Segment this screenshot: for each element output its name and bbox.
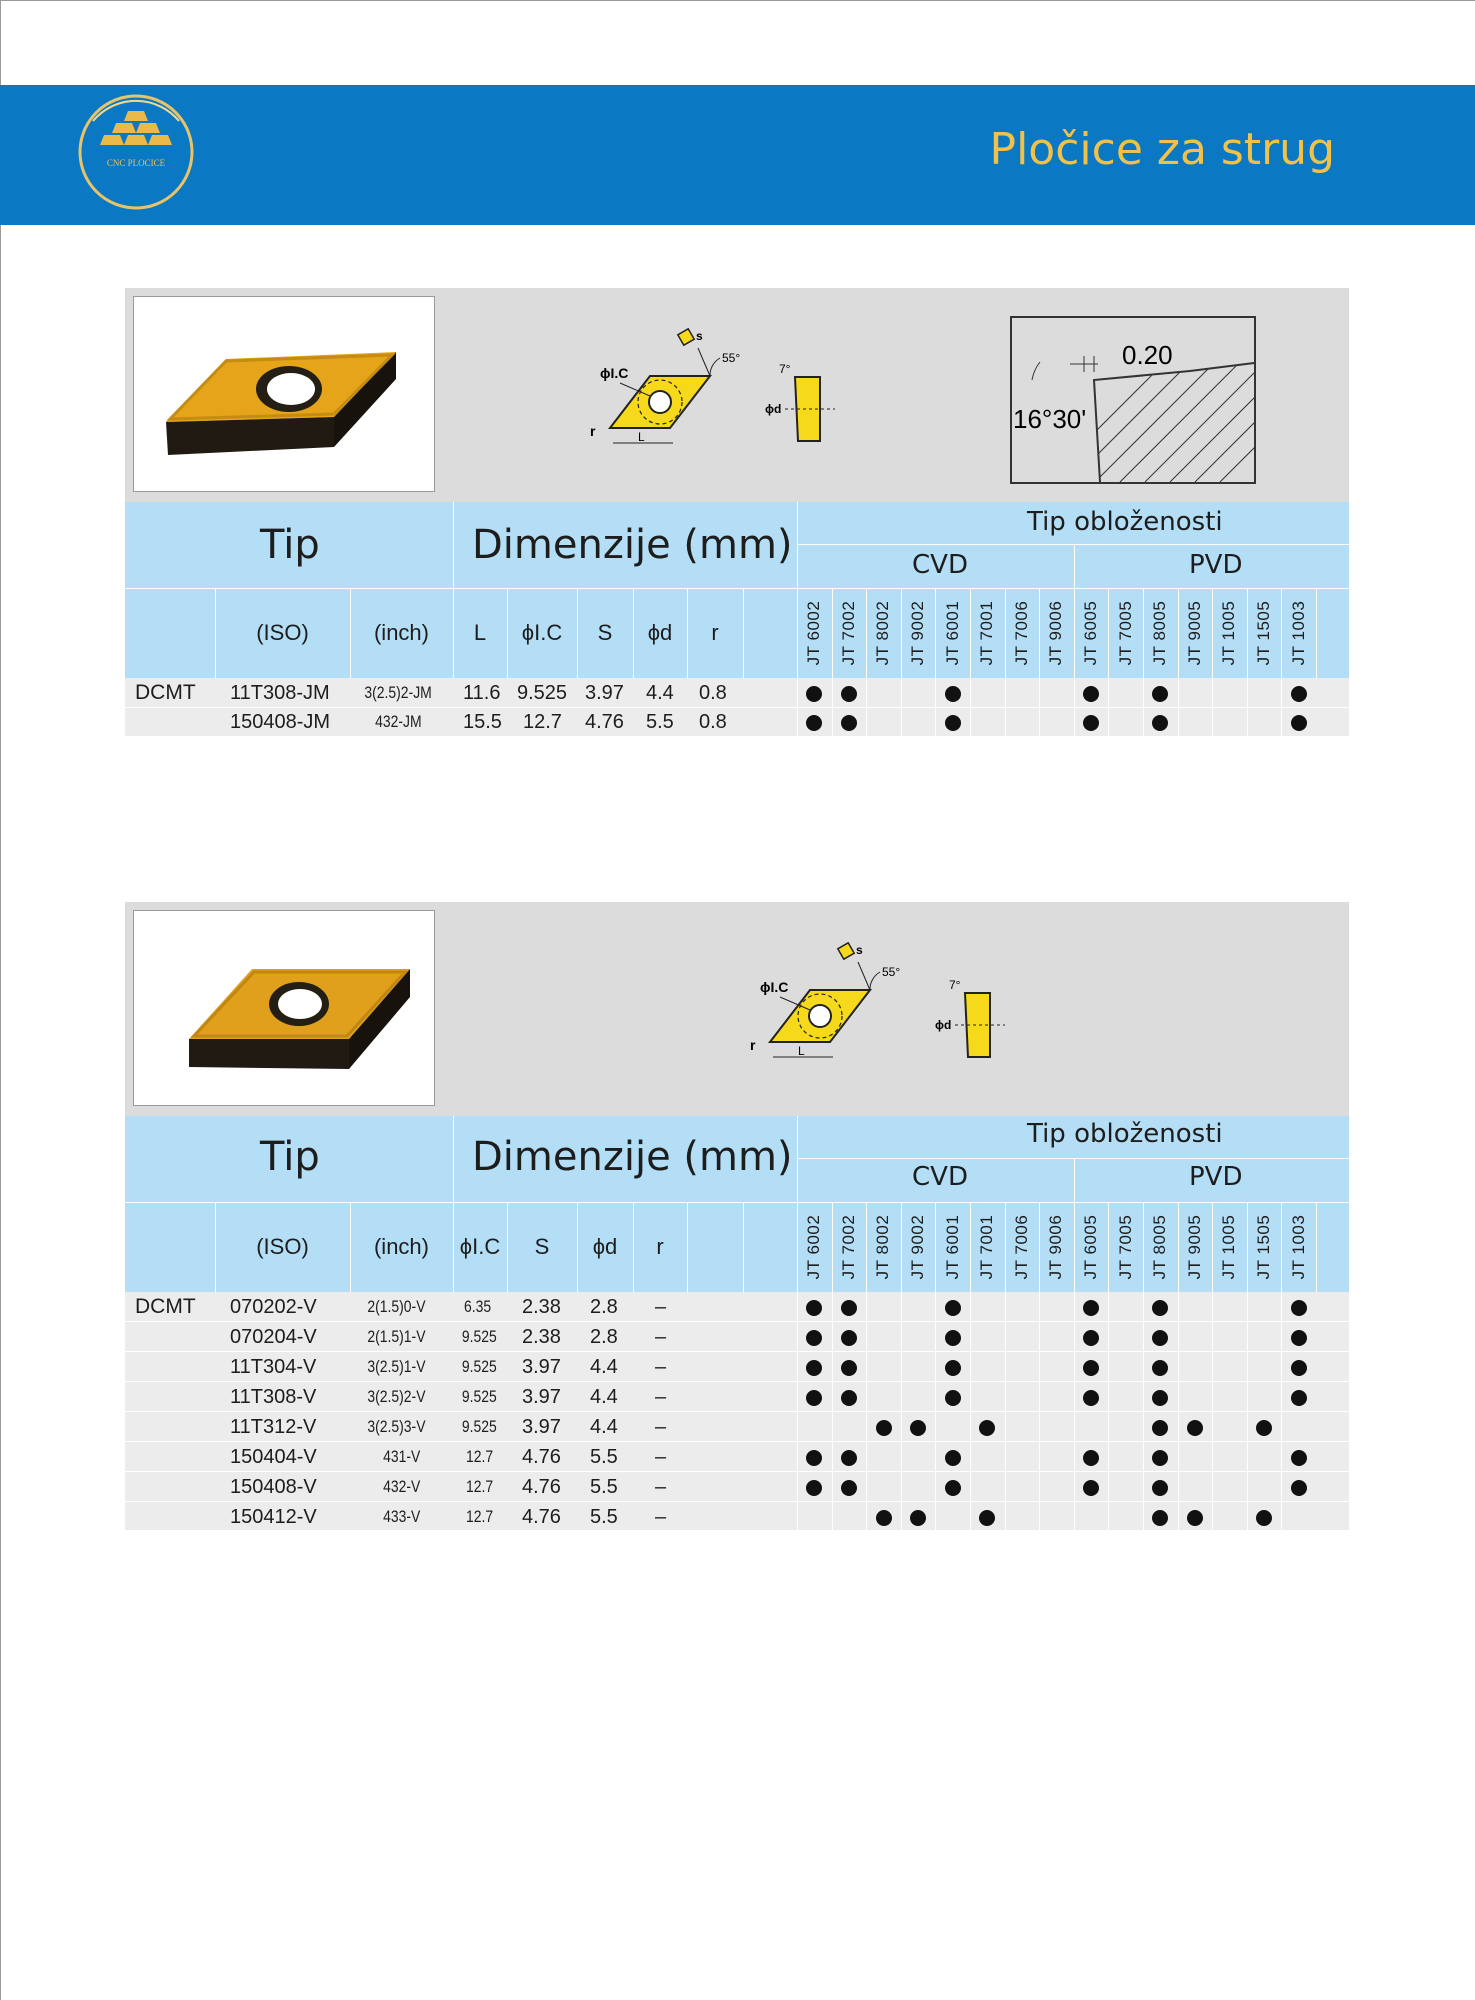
grade-column-header: JT 8005 bbox=[1150, 1214, 1170, 1280]
cvd-header: CVD bbox=[912, 1162, 968, 1192]
inch-column-header: (inch) bbox=[373, 1234, 429, 1259]
grade-column-header: JT 6001 bbox=[942, 1214, 962, 1280]
grade-column-header: JT 7006 bbox=[1011, 600, 1031, 666]
d-value: 2.8 bbox=[590, 1296, 618, 1318]
table-row bbox=[125, 1352, 1349, 1382]
page-title: Pločice za strug bbox=[989, 124, 1335, 175]
grade-column-header: JT 6005 bbox=[1081, 600, 1101, 666]
s-value: 2.38 bbox=[522, 1296, 561, 1318]
svg-text:L: L bbox=[798, 1044, 805, 1058]
grade-availability-dot bbox=[1152, 1510, 1168, 1526]
grade-availability-dot bbox=[841, 1480, 857, 1496]
grade-availability-dot bbox=[945, 1480, 961, 1496]
svg-text:ϕd: ϕd bbox=[935, 1018, 952, 1032]
grade-availability-dot bbox=[910, 1510, 926, 1526]
grade-availability-dot bbox=[876, 1420, 892, 1436]
dimensions-header: Dimenzije (mm) bbox=[472, 522, 793, 568]
iso-column-header: (ISO) bbox=[256, 1234, 309, 1259]
table-body-2 bbox=[125, 1292, 1349, 1530]
insert-geometry-diagram-1 bbox=[580, 328, 780, 448]
grade-column-header: JT 7002 bbox=[838, 1214, 858, 1280]
grade-availability-dot bbox=[841, 1360, 857, 1376]
r-value: – bbox=[655, 1326, 667, 1348]
grade-column-header: JT 1505 bbox=[1254, 1214, 1274, 1280]
product-photo-2 bbox=[133, 910, 435, 1106]
inch-code: 432-V bbox=[383, 1477, 421, 1496]
grade-availability-dot bbox=[806, 1480, 822, 1496]
d-value: 5.5 bbox=[646, 711, 674, 733]
svg-text:CNC PLOCICE: CNC PLOCICE bbox=[106, 158, 166, 168]
table-row bbox=[125, 1442, 1349, 1472]
dimensions-header: Dimenzije (mm) bbox=[472, 1134, 793, 1180]
ic-value: 12.7 bbox=[465, 1507, 494, 1526]
tip-header: Tip bbox=[260, 522, 320, 568]
r-value: – bbox=[655, 1506, 667, 1528]
pvd-header: PVD bbox=[1189, 1162, 1243, 1192]
d-value: 5.5 bbox=[590, 1446, 618, 1468]
insert-side-view-diagram-2 bbox=[935, 979, 1025, 1069]
insert-photo-image bbox=[134, 297, 434, 491]
iso-code: 070204-V bbox=[230, 1326, 317, 1348]
grade-column-header: JT 6005 bbox=[1081, 1214, 1101, 1280]
s-value: 2.38 bbox=[522, 1326, 561, 1348]
s-value: 3.97 bbox=[585, 682, 624, 704]
grade-availability-dot bbox=[806, 715, 822, 731]
svg-text:7°: 7° bbox=[949, 979, 961, 992]
company-logo bbox=[75, 91, 197, 213]
svg-text:r: r bbox=[750, 1037, 756, 1053]
grade-column-header: JT 7001 bbox=[977, 600, 997, 666]
s-value: 3.97 bbox=[522, 1386, 561, 1408]
grade-column-header: JT 1505 bbox=[1254, 600, 1274, 666]
s-value: 4.76 bbox=[522, 1446, 561, 1468]
grade-column-header: JT 9006 bbox=[1046, 600, 1066, 666]
grade-availability-dot bbox=[1256, 1510, 1272, 1526]
inch-code: 432-JM bbox=[375, 712, 422, 731]
svg-text:16°30': 16°30' bbox=[1013, 404, 1087, 434]
product-family: DCMT bbox=[135, 1295, 196, 1318]
grade-column-header: JT 1005 bbox=[1219, 600, 1239, 666]
grade-column-header: JT 9005 bbox=[1184, 600, 1204, 666]
s-column-header: S bbox=[534, 1234, 550, 1259]
coating-header: Tip obloženosti bbox=[1027, 507, 1223, 537]
svg-text:0.20: 0.20 bbox=[1122, 340, 1173, 370]
grade-availability-dot bbox=[945, 1450, 961, 1466]
grade-column-header: JT 7006 bbox=[1011, 1214, 1031, 1280]
length-value: 11.6 bbox=[463, 682, 501, 704]
l-column-header: L bbox=[473, 620, 487, 645]
iso-code: 11T312-V bbox=[230, 1416, 317, 1438]
table-body-1 bbox=[125, 678, 1349, 736]
inch-code: 3(2.5)1-V bbox=[367, 1357, 426, 1376]
ic-column-header: ϕI.C bbox=[521, 620, 563, 645]
r-column-header: r bbox=[656, 1234, 664, 1259]
svg-text:s: s bbox=[696, 329, 703, 343]
grade-column-header: JT 1003 bbox=[1288, 1214, 1308, 1280]
s-value: 3.97 bbox=[522, 1356, 561, 1378]
grade-availability-dot bbox=[1083, 1390, 1099, 1406]
grade-availability-dot bbox=[1152, 1420, 1168, 1436]
ic-value: 6.35 bbox=[463, 1297, 492, 1316]
product-table-1 bbox=[125, 502, 1349, 736]
grade-column-header: JT 7001 bbox=[977, 1214, 997, 1280]
grade-availability-dot bbox=[1152, 1330, 1168, 1346]
iso-code: 11T304-V bbox=[230, 1356, 317, 1378]
product-photo-1 bbox=[133, 296, 435, 492]
grade-availability-dot bbox=[1083, 1300, 1099, 1316]
r-value: – bbox=[655, 1296, 667, 1318]
grade-availability-dot bbox=[1291, 1300, 1307, 1316]
grade-availability-dot bbox=[1152, 1450, 1168, 1466]
grade-availability-dot bbox=[1291, 1330, 1307, 1346]
table-row bbox=[125, 1472, 1349, 1502]
grade-availability-dot bbox=[876, 1510, 892, 1526]
grade-availability-dot bbox=[945, 1330, 961, 1346]
grade-availability-dot bbox=[841, 1300, 857, 1316]
svg-text:7°: 7° bbox=[779, 363, 791, 376]
cvd-header: CVD bbox=[912, 550, 968, 580]
svg-text:ϕI.C: ϕI.C bbox=[600, 365, 629, 381]
grade-column-header: JT 7005 bbox=[1115, 1214, 1135, 1280]
grade-availability-dot bbox=[979, 1420, 995, 1436]
d-value: 5.5 bbox=[590, 1476, 618, 1498]
r-value: – bbox=[655, 1356, 667, 1378]
grade-column-header: JT 6002 bbox=[804, 600, 824, 666]
inch-code: 3(2.5)2-V bbox=[367, 1387, 426, 1406]
grade-availability-dot bbox=[1152, 686, 1168, 702]
grade-availability-dot bbox=[1187, 1420, 1203, 1436]
ic-value: 12.7 bbox=[465, 1447, 494, 1466]
ic-value: 9.525 bbox=[461, 1417, 497, 1436]
tip-header: Tip bbox=[260, 1134, 320, 1180]
grade-availability-dot bbox=[1152, 715, 1168, 731]
ic-value: 12.7 bbox=[465, 1477, 494, 1496]
inch-code: 3(2.5)2-JM bbox=[364, 683, 432, 702]
grade-column-header: JT 7005 bbox=[1115, 600, 1135, 666]
iso-code: 11T308-V bbox=[230, 1386, 317, 1408]
grade-availability-dot bbox=[1256, 1420, 1272, 1436]
insert-geometry-diagram-2 bbox=[740, 942, 940, 1062]
grade-availability-dot bbox=[910, 1420, 926, 1436]
ic-value: 9.525 bbox=[461, 1327, 497, 1346]
grade-availability-dot bbox=[1083, 1480, 1099, 1496]
svg-text:s: s bbox=[856, 943, 863, 957]
pvd-header: PVD bbox=[1189, 550, 1243, 580]
grade-availability-dot bbox=[841, 686, 857, 702]
grade-availability-dot bbox=[806, 1450, 822, 1466]
table-row bbox=[125, 1322, 1349, 1352]
r-value: – bbox=[655, 1446, 667, 1468]
grade-column-header: JT 6002 bbox=[804, 1214, 824, 1280]
grade-column-header: JT 7002 bbox=[838, 600, 858, 666]
ic-value: 9.525 bbox=[461, 1357, 497, 1376]
svg-text:ϕI.C: ϕI.C bbox=[760, 979, 789, 995]
grade-availability-dot bbox=[1083, 1330, 1099, 1346]
inch-code: 3(2.5)3-V bbox=[367, 1417, 426, 1436]
iso-code: 150408-V bbox=[230, 1476, 317, 1498]
ic-value: 12.7 bbox=[523, 711, 562, 733]
grade-availability-dot bbox=[806, 1360, 822, 1376]
grade-availability-dot bbox=[1291, 1360, 1307, 1376]
ic-column-header: ϕI.C bbox=[459, 1234, 501, 1259]
grade-availability-dot bbox=[1152, 1300, 1168, 1316]
grade-availability-dot bbox=[945, 1390, 961, 1406]
svg-text:ϕd: ϕd bbox=[765, 402, 782, 416]
grade-column-header: JT 8005 bbox=[1150, 600, 1170, 666]
grade-availability-dot bbox=[945, 1300, 961, 1316]
chip-breaker-detail-diagram bbox=[1010, 316, 1256, 484]
coating-header: Tip obloženosti bbox=[1027, 1119, 1223, 1149]
d-column-header: ϕd bbox=[647, 620, 673, 645]
grade-availability-dot bbox=[1291, 715, 1307, 731]
insert-photo-image bbox=[134, 911, 434, 1105]
grade-column-header: JT 1005 bbox=[1219, 1214, 1239, 1280]
grade-availability-dot bbox=[1083, 686, 1099, 702]
ic-value: 9.525 bbox=[461, 1387, 497, 1406]
iso-code: 070202-V bbox=[230, 1296, 317, 1318]
product-panel-1 bbox=[125, 288, 1349, 502]
d-value: 4.4 bbox=[590, 1356, 618, 1378]
grade-availability-dot bbox=[1291, 1390, 1307, 1406]
table-row bbox=[125, 1382, 1349, 1412]
s-value: 3.97 bbox=[522, 1416, 561, 1438]
d-column-header: ϕd bbox=[592, 1234, 618, 1259]
grade-availability-dot bbox=[806, 686, 822, 702]
grade-availability-dot bbox=[979, 1510, 995, 1526]
grade-availability-dot bbox=[806, 1390, 822, 1406]
grade-availability-dot bbox=[945, 686, 961, 702]
product-panel-2 bbox=[125, 902, 1349, 1116]
grade-availability-dot bbox=[841, 715, 857, 731]
r-value: 0.8 bbox=[699, 682, 727, 704]
iso-code: 150412-V bbox=[230, 1506, 317, 1528]
grade-availability-dot bbox=[945, 715, 961, 731]
d-value: 4.4 bbox=[590, 1386, 618, 1408]
inch-code: 431-V bbox=[383, 1447, 421, 1466]
length-value: 15.5 bbox=[463, 711, 502, 733]
grade-column-header: JT 9002 bbox=[908, 1214, 928, 1280]
s-value: 4.76 bbox=[522, 1476, 561, 1498]
iso-column-header: (ISO) bbox=[256, 620, 309, 645]
inch-code: 2(1.5)1-V bbox=[367, 1327, 426, 1346]
r-value: 0.8 bbox=[699, 711, 727, 733]
grade-availability-dot bbox=[945, 1360, 961, 1376]
grade-availability-dot bbox=[1152, 1390, 1168, 1406]
grade-availability-dot bbox=[806, 1330, 822, 1346]
svg-text:r: r bbox=[590, 423, 596, 439]
table-row bbox=[125, 707, 1349, 737]
iso-code: 11T308-JM bbox=[230, 682, 330, 704]
grade-column-header: JT 8002 bbox=[873, 1214, 893, 1280]
insert-side-view-diagram-1 bbox=[765, 363, 855, 453]
s-value: 4.76 bbox=[585, 711, 624, 733]
s-value: 4.76 bbox=[522, 1506, 561, 1528]
product-family: DCMT bbox=[135, 681, 196, 704]
ic-value: 9.525 bbox=[517, 682, 568, 704]
r-value: – bbox=[655, 1476, 667, 1498]
table-row bbox=[125, 1412, 1349, 1442]
grade-column-header: JT 1003 bbox=[1288, 600, 1308, 666]
r-value: – bbox=[655, 1386, 667, 1408]
inch-code: 433-V bbox=[383, 1507, 421, 1526]
s-column-header: S bbox=[597, 620, 613, 645]
grade-availability-dot bbox=[1083, 1360, 1099, 1376]
svg-text:L: L bbox=[638, 430, 645, 444]
inch-column-header: (inch) bbox=[373, 620, 429, 645]
inch-code: 2(1.5)0-V bbox=[367, 1297, 426, 1316]
grade-availability-dot bbox=[841, 1390, 857, 1406]
r-value: – bbox=[655, 1416, 667, 1438]
grade-availability-dot bbox=[1291, 1480, 1307, 1496]
grade-column-header: JT 6001 bbox=[942, 600, 962, 666]
grade-availability-dot bbox=[1083, 715, 1099, 731]
grade-availability-dot bbox=[1187, 1510, 1203, 1526]
grade-availability-dot bbox=[806, 1300, 822, 1316]
grade-availability-dot bbox=[841, 1450, 857, 1466]
table-row bbox=[125, 1292, 1349, 1322]
grade-availability-dot bbox=[1083, 1450, 1099, 1466]
d-value: 4.4 bbox=[646, 682, 674, 704]
svg-text:55°: 55° bbox=[882, 965, 901, 979]
grade-availability-dot bbox=[1152, 1360, 1168, 1376]
grade-availability-dot bbox=[1291, 686, 1307, 702]
svg-text:55°: 55° bbox=[722, 351, 741, 365]
grade-availability-dot bbox=[1152, 1480, 1168, 1496]
grade-column-header: JT 9005 bbox=[1184, 1214, 1204, 1280]
grade-column-header: JT 9006 bbox=[1046, 1214, 1066, 1280]
grade-availability-dot bbox=[1291, 1450, 1307, 1466]
grade-column-header: JT 9002 bbox=[908, 600, 928, 666]
d-value: 4.4 bbox=[590, 1416, 618, 1438]
d-value: 2.8 bbox=[590, 1326, 618, 1348]
grade-availability-dot bbox=[841, 1330, 857, 1346]
iso-code: 150408-JM bbox=[230, 711, 331, 733]
r-column-header: r bbox=[711, 620, 719, 645]
table-row bbox=[125, 678, 1349, 708]
product-table-2 bbox=[125, 1116, 1349, 1530]
table-row bbox=[125, 1502, 1349, 1532]
grade-column-header: JT 8002 bbox=[873, 600, 893, 666]
iso-code: 150404-V bbox=[230, 1446, 317, 1468]
d-value: 5.5 bbox=[590, 1506, 618, 1528]
